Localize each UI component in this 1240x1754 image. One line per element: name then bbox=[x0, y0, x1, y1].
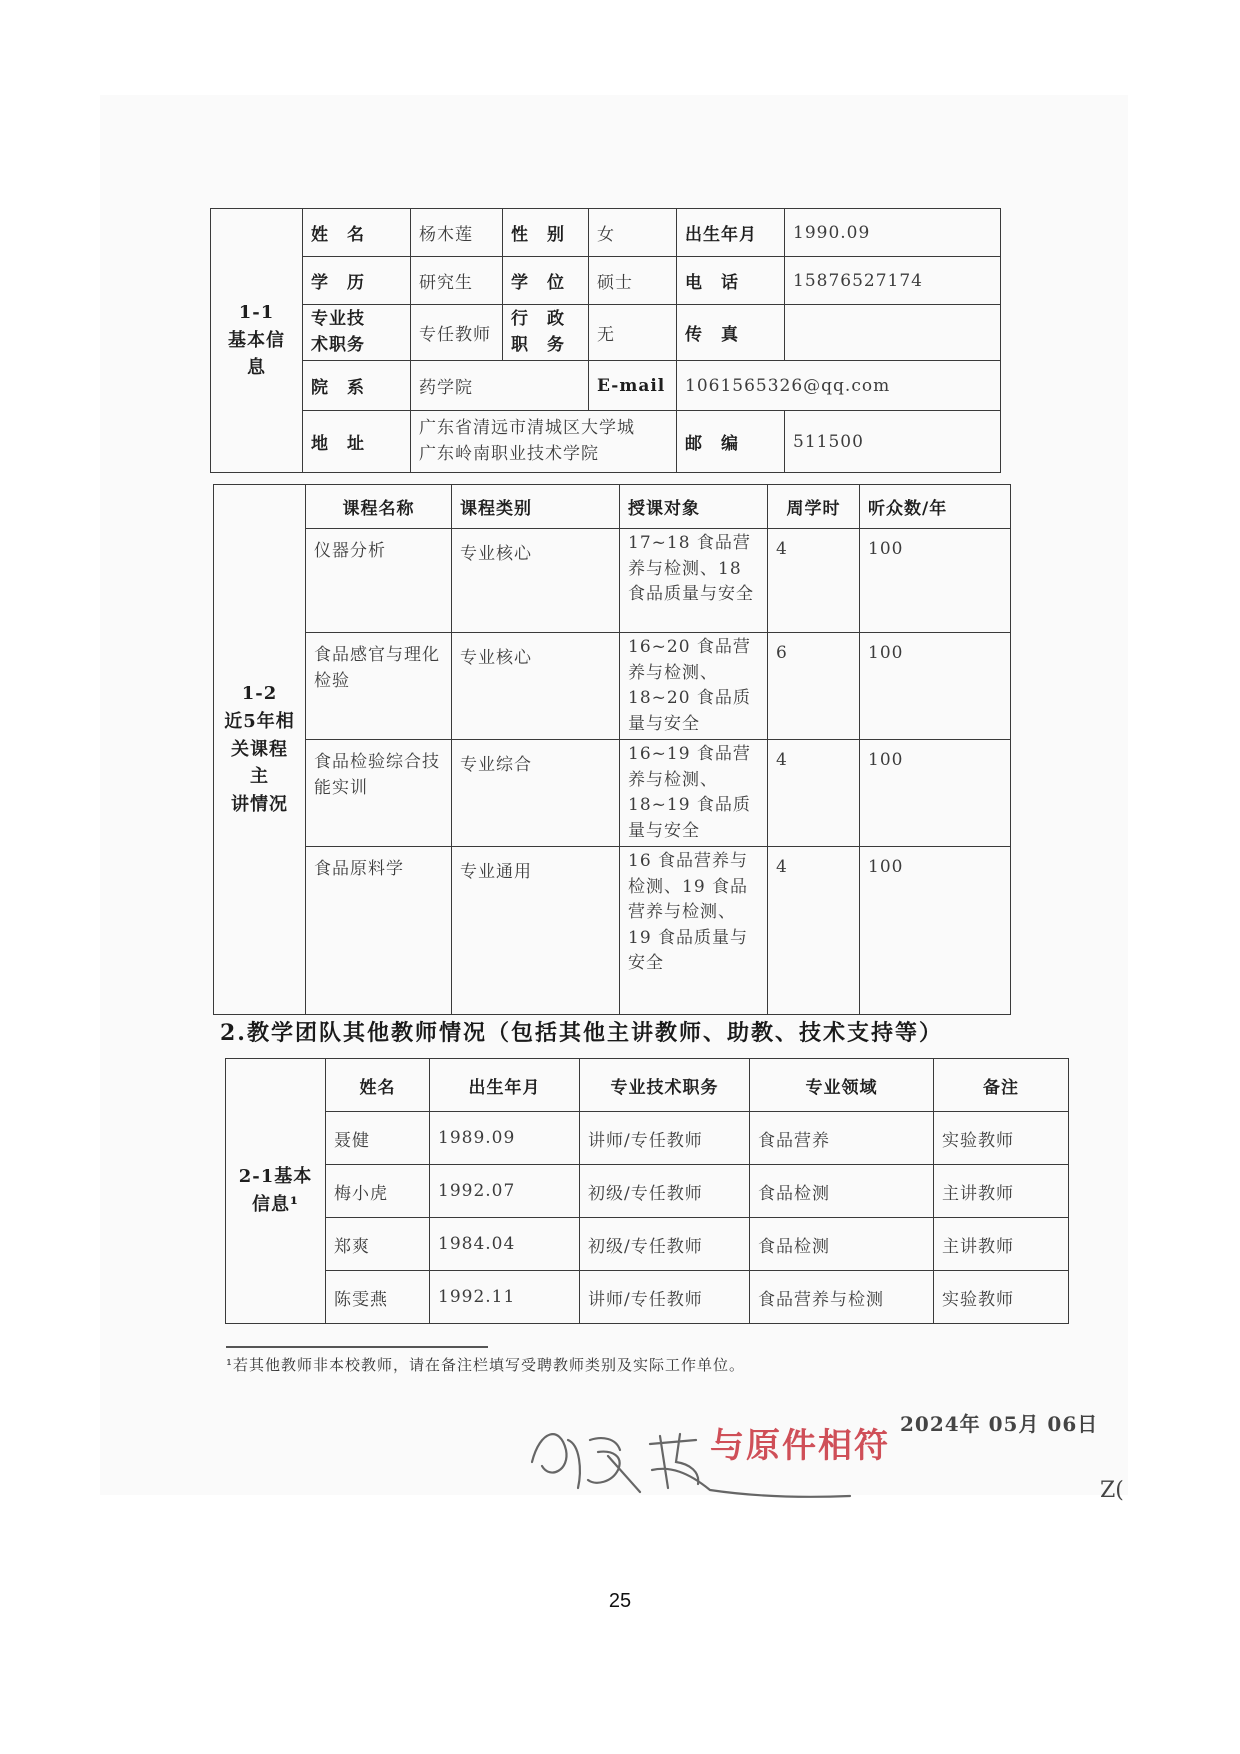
certified-copy-stamp: 与原件相符 bbox=[710, 1426, 890, 1466]
footnote-rule bbox=[226, 1346, 488, 1348]
table-row bbox=[226, 1271, 1069, 1324]
teacher-field: 食品检测 bbox=[750, 1218, 934, 1271]
course-audience: 16 食品营养与检测、19 食品营养与检测、19 食品质量与安全 bbox=[620, 847, 768, 1015]
team-header-name: 姓名 bbox=[326, 1059, 430, 1112]
team-header-birth: 出生年月 bbox=[430, 1059, 580, 1112]
teacher-field: 食品营养 bbox=[750, 1112, 934, 1165]
education-label: 学 历 bbox=[303, 257, 411, 305]
teacher-title: 讲师/专任教师 bbox=[580, 1271, 750, 1324]
section-label-2-1: 2-1基本 信息¹ bbox=[226, 1059, 326, 1324]
course-name: 食品原料学 bbox=[306, 847, 452, 1015]
course-category: 专业核心 bbox=[452, 633, 620, 740]
admin-label: 行 政 职 务 bbox=[503, 305, 589, 361]
address-label: 地 址 bbox=[303, 411, 411, 473]
page-number: 25 bbox=[608, 1590, 632, 1612]
degree-value: 硕士 bbox=[589, 257, 677, 305]
table-row bbox=[226, 1218, 1069, 1271]
footnote: ¹若其他教师非本校教师，请在备注栏填写受聘教师类别及实际工作单位。 bbox=[226, 1356, 746, 1374]
table-row bbox=[214, 529, 1011, 633]
teacher-field: 食品营养与检测 bbox=[750, 1271, 934, 1324]
gender-label: 性 别 bbox=[503, 209, 589, 257]
course-category: 专业综合 bbox=[452, 740, 620, 847]
course-audience-count: 100 bbox=[860, 633, 1011, 740]
education-value: 研究生 bbox=[411, 257, 503, 305]
table-row bbox=[226, 1112, 1069, 1165]
team-section-heading: 2.教学团队其他教师情况（包括其他主讲教师、助教、技术支持等） bbox=[220, 1020, 943, 1046]
course-name: 食品检验综合技能实训 bbox=[306, 740, 452, 847]
teacher-field: 食品检测 bbox=[750, 1165, 934, 1218]
course-name: 仪器分析 bbox=[306, 529, 452, 633]
teacher-title: 讲师/专任教师 bbox=[580, 1112, 750, 1165]
birth-label: 出生年月 bbox=[677, 209, 785, 257]
course-header-count: 听众数/年 bbox=[860, 485, 1011, 529]
fax-value bbox=[785, 305, 1001, 361]
course-category: 专业核心 bbox=[452, 529, 620, 633]
team-header-field: 专业领域 bbox=[750, 1059, 934, 1112]
course-audience: 16~19 食品营养与检测、18~19 食品质量与安全 bbox=[620, 740, 768, 847]
course-header-audience: 授课对象 bbox=[620, 485, 768, 529]
name-value: 杨木莲 bbox=[411, 209, 503, 257]
title-value: 专任教师 bbox=[411, 305, 503, 361]
title-label: 专业技 术职务 bbox=[303, 305, 411, 361]
course-audience-count: 100 bbox=[860, 529, 1011, 633]
email-label: E-mail bbox=[589, 361, 677, 411]
fax-label: 传 真 bbox=[677, 305, 785, 361]
courses-table bbox=[213, 484, 1011, 1015]
course-hours: 4 bbox=[768, 847, 860, 1015]
gender-value: 女 bbox=[589, 209, 677, 257]
course-header-category: 课程类别 bbox=[452, 485, 620, 529]
course-audience-count: 100 bbox=[860, 740, 1011, 847]
teacher-name: 陈雯燕 bbox=[326, 1271, 430, 1324]
degree-label: 学 位 bbox=[503, 257, 589, 305]
postcode-label: 邮 编 bbox=[677, 411, 785, 473]
birth-value: 1990.09 bbox=[785, 209, 1001, 257]
section-label-1-2: 1-2 近5年相 关课程主 讲情况 bbox=[214, 485, 306, 1015]
course-category: 专业通用 bbox=[452, 847, 620, 1015]
course-audience-count: 100 bbox=[860, 847, 1011, 1015]
team-header-note: 备注 bbox=[934, 1059, 1069, 1112]
table-row bbox=[226, 1165, 1069, 1218]
dept-value: 药学院 bbox=[411, 361, 589, 411]
email-value: 1061565326@qq.com bbox=[677, 361, 1001, 411]
teacher-name: 郑爽 bbox=[326, 1218, 430, 1271]
course-hours: 4 bbox=[768, 740, 860, 847]
signature-date: 2024年 05月 06日 bbox=[900, 1412, 1099, 1436]
teacher-name: 梅小虎 bbox=[326, 1165, 430, 1218]
course-header-hours: 周学时 bbox=[768, 485, 860, 529]
admin-value: 无 bbox=[589, 305, 677, 361]
course-name: 食品感官与理化检验 bbox=[306, 633, 452, 740]
course-audience: 16~20 食品营养与检测、18~20 食品质量与安全 bbox=[620, 633, 768, 740]
table-row bbox=[214, 633, 1011, 740]
postcode-value: 511500 bbox=[785, 411, 1001, 473]
basic-info-table bbox=[210, 208, 1001, 473]
teacher-birth: 1989.09 bbox=[430, 1112, 580, 1165]
teacher-note: 实验教师 bbox=[934, 1271, 1069, 1324]
course-hours: 4 bbox=[768, 529, 860, 633]
teacher-name: 聂健 bbox=[326, 1112, 430, 1165]
teacher-note: 主讲教师 bbox=[934, 1218, 1069, 1271]
course-hours: 6 bbox=[768, 633, 860, 740]
teacher-birth: 1984.04 bbox=[430, 1218, 580, 1271]
teacher-birth: 1992.11 bbox=[430, 1271, 580, 1324]
table-row bbox=[214, 847, 1011, 1015]
edge-mark: Z( bbox=[1100, 1478, 1124, 1503]
phone-label: 电 话 bbox=[677, 257, 785, 305]
teacher-title: 初级/专任教师 bbox=[580, 1165, 750, 1218]
course-audience: 17~18 食品营养与检测、18 食品质量与安全 bbox=[620, 529, 768, 633]
section-label-1-1: 1-1 基本信息 bbox=[211, 209, 303, 473]
teacher-birth: 1992.07 bbox=[430, 1165, 580, 1218]
dept-label: 院 系 bbox=[303, 361, 411, 411]
course-header-name: 课程名称 bbox=[306, 485, 452, 529]
phone-value: 15876527174 bbox=[785, 257, 1001, 305]
address-value: 广东省清远市清城区大学城 广东岭南职业技术学院 bbox=[411, 411, 677, 473]
team-table bbox=[225, 1058, 1069, 1324]
name-label: 姓 名 bbox=[303, 209, 411, 257]
teacher-note: 实验教师 bbox=[934, 1112, 1069, 1165]
team-header-title: 专业技术职务 bbox=[580, 1059, 750, 1112]
teacher-title: 初级/专任教师 bbox=[580, 1218, 750, 1271]
table-row bbox=[214, 740, 1011, 847]
teacher-note: 主讲教师 bbox=[934, 1165, 1069, 1218]
